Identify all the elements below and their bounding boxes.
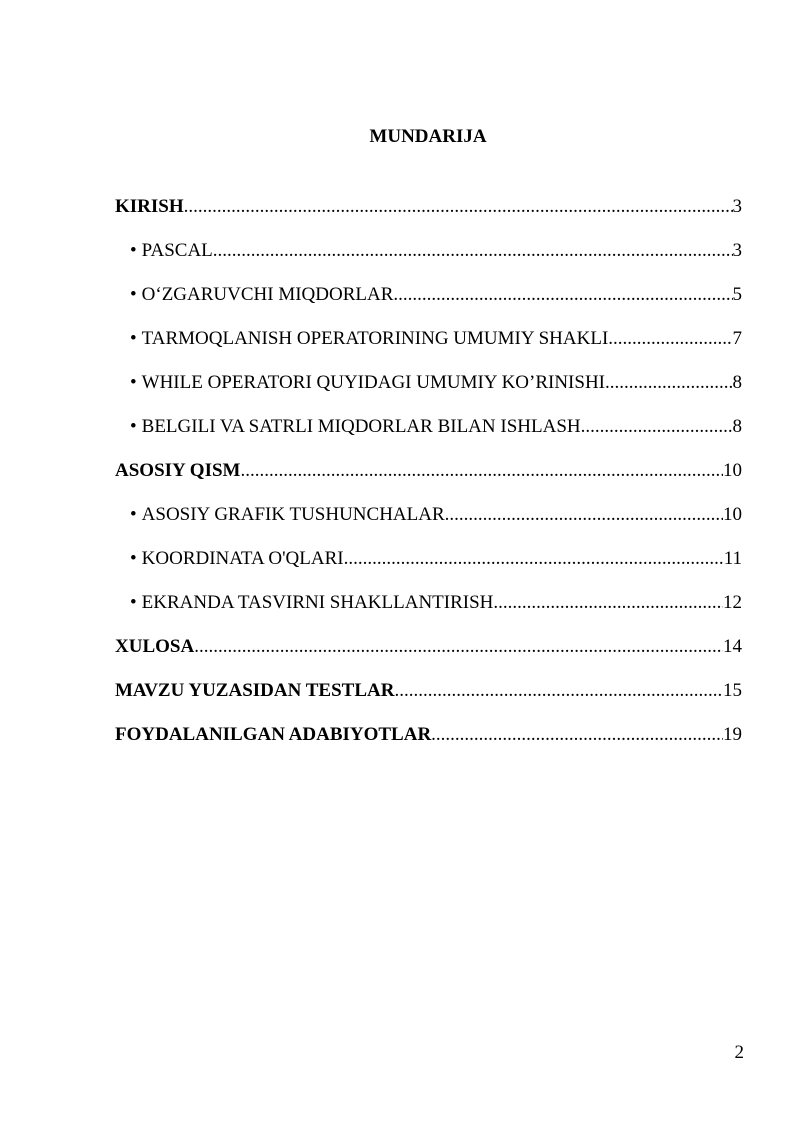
table-of-contents	[115, 196, 742, 768]
toc-entry-title: WHILE OPERATORI QUYIDAGI UMUMIY KO’RINISHI	[141, 372, 606, 393]
toc-entry-page: 3	[732, 196, 742, 217]
toc-entry-page: 15	[723, 680, 742, 701]
toc-entry-page: 7	[732, 328, 742, 349]
dot-leader	[431, 724, 723, 746]
toc-entry-title: ASOSIY QISM	[115, 460, 241, 481]
toc-entry-title: TARMOQLANISH OPERATORINING UMUMIY SHAKLI	[141, 328, 609, 349]
toc-entry-koordinata-oqlari[interactable]	[115, 548, 742, 592]
dot-leader	[445, 504, 723, 526]
bullet-icon: •	[130, 240, 137, 261]
toc-entry-xulosa[interactable]	[115, 636, 742, 680]
toc-entry-title: PASCAL	[141, 240, 213, 261]
toc-entry-page: 10	[723, 504, 742, 525]
toc-entry-asosiy-qism[interactable]	[115, 460, 742, 504]
toc-entry-adabiyotlar[interactable]	[115, 724, 742, 768]
toc-entry-title: KOORDINATA O'QLARI	[141, 548, 344, 569]
bullet-icon: •	[130, 548, 137, 569]
dot-leader	[581, 416, 733, 438]
toc-entry-belgili-satrli[interactable]	[115, 416, 742, 460]
toc-entry-page: 5	[732, 284, 742, 305]
bullet-icon: •	[130, 504, 137, 525]
toc-entry-page: 10	[723, 460, 742, 481]
toc-entry-title: KIRISH	[115, 196, 184, 217]
toc-entry-title: BELGILI VA SATRLI MIQDORLAR BILAN ISHLASH	[141, 416, 581, 437]
dot-leader	[393, 284, 732, 306]
dot-leader	[194, 636, 723, 658]
toc-entry-grafik-tushunchalar[interactable]	[115, 504, 742, 548]
toc-entry-page: 19	[723, 724, 742, 745]
bullet-icon: •	[130, 372, 137, 393]
toc-entry-title: O‘ZGARUVCHI MIQDORLAR	[141, 284, 394, 305]
bullet-icon: •	[130, 416, 137, 437]
dot-leader	[344, 548, 724, 570]
toc-entry-title: MAVZU YUZASIDAN TESTLAR	[115, 680, 395, 701]
toc-heading: MUNDARIJA	[369, 126, 487, 147]
dot-leader	[608, 328, 732, 350]
toc-entry-title: ASOSIY GRAFIK TUSHUNCHALAR	[141, 504, 445, 525]
dot-leader	[240, 460, 723, 482]
dot-leader	[213, 240, 733, 262]
toc-entry-page: 14	[723, 636, 742, 657]
toc-entry-page: 12	[723, 592, 742, 613]
bullet-icon: •	[130, 328, 137, 349]
toc-entry-page: 3	[732, 240, 742, 261]
dot-leader	[184, 196, 733, 218]
page-number: 2	[734, 1042, 744, 1063]
dot-leader	[493, 592, 723, 614]
toc-entry-testlar[interactable]	[115, 680, 742, 724]
toc-entry-page: 11	[723, 548, 742, 569]
bullet-icon: •	[130, 284, 137, 305]
toc-entry-title: FOYDALANILGAN ADABIYOTLAR	[115, 724, 432, 745]
dot-leader	[394, 680, 723, 702]
bullet-icon: •	[130, 592, 137, 613]
toc-entry-page: 8	[732, 372, 742, 393]
toc-entry-tarmoqlanish-operatori[interactable]	[115, 328, 742, 372]
toc-entry-ozgaruvchi-miqdorlar[interactable]	[115, 284, 742, 328]
toc-entry-kirish[interactable]	[115, 196, 742, 240]
toc-entry-while-operatori[interactable]	[115, 372, 742, 416]
toc-entry-ekranda-tasvir[interactable]	[115, 592, 742, 636]
toc-entry-pascal[interactable]	[115, 240, 742, 284]
dot-leader	[605, 372, 732, 394]
toc-entry-title: XULOSA	[115, 636, 195, 657]
toc-entry-page: 8	[732, 416, 742, 437]
toc-entry-title: EKRANDA TASVIRNI SHAKLLANTIRISH	[141, 592, 494, 613]
